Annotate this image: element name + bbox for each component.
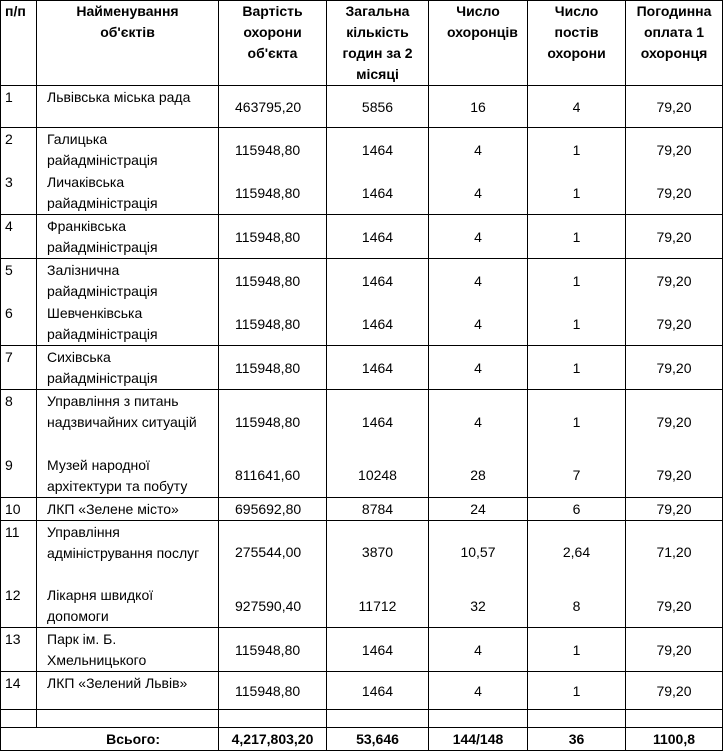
guards-value: 32 — [429, 584, 528, 628]
cost-value: 115948,80 — [219, 628, 327, 672]
object-name: Франківська райадміністрація — [37, 215, 219, 259]
spacer-cell — [1, 710, 37, 728]
row-number: 6 — [1, 302, 37, 346]
guards-value: 4 — [429, 672, 528, 710]
header-posts: Число постів охорони — [528, 1, 626, 86]
guards-value: 10,57 — [429, 520, 528, 584]
hours-value: 1464 — [327, 171, 429, 215]
hours-value: 1464 — [327, 390, 429, 454]
rate-value: 79,20 — [626, 346, 723, 390]
object-name: Залізнична райадміністрація — [37, 259, 219, 303]
total-rate: 1100,8 — [626, 728, 723, 751]
guards-value: 4 — [429, 302, 528, 346]
hours-value: 10248 — [327, 454, 429, 498]
guards-value: 4 — [429, 628, 528, 672]
table-row — [1, 520, 723, 584]
header-cost: Вартість охорони об'єкта — [219, 1, 327, 86]
posts-value: 1 — [528, 259, 626, 303]
rate-value: 79,20 — [626, 302, 723, 346]
object-name: Музей народної архітектури та побуту — [37, 454, 219, 498]
row-number: 2 — [1, 128, 37, 172]
row-number: 5 — [1, 259, 37, 303]
rate-value: 71,20 — [626, 520, 723, 584]
cost-value: 115948,80 — [219, 390, 327, 454]
object-name: Сихівська райадміністрація — [37, 346, 219, 390]
total-guards: 144/148 — [429, 728, 528, 751]
table-row — [1, 86, 723, 128]
cost-value: 695692,80 — [219, 497, 327, 520]
table-row — [1, 390, 723, 454]
object-name: Галицька райадміністрація — [37, 128, 219, 172]
table-row — [1, 454, 723, 498]
guards-value: 16 — [429, 86, 528, 128]
posts-value: 1 — [528, 171, 626, 215]
rate-value: 79,20 — [626, 171, 723, 215]
header-hours: Загальна кількість годин за 2 місяці — [327, 1, 429, 86]
hours-value: 3870 — [327, 520, 429, 584]
guards-value: 4 — [429, 171, 528, 215]
spacer-cell — [327, 710, 429, 728]
row-number: 13 — [1, 628, 37, 672]
guards-value: 24 — [429, 497, 528, 520]
header-rate: Погодинна оплата 1 охоронця — [626, 1, 723, 86]
rate-value: 79,20 — [626, 672, 723, 710]
rate-value: 79,20 — [626, 497, 723, 520]
spacer-cell — [37, 710, 219, 728]
row-number: 8 — [1, 390, 37, 454]
table-row — [1, 259, 723, 303]
posts-value: 1 — [528, 346, 626, 390]
row-number: 1 — [1, 86, 37, 128]
table-row — [1, 497, 723, 520]
guards-value: 4 — [429, 390, 528, 454]
posts-value: 1 — [528, 672, 626, 710]
spacer-cell — [219, 710, 327, 728]
row-number: 7 — [1, 346, 37, 390]
object-name: ЛКП «Зелений Львів» — [37, 672, 219, 710]
row-number: 14 — [1, 672, 37, 710]
guards-value: 4 — [429, 346, 528, 390]
hours-value: 8784 — [327, 497, 429, 520]
total-row — [1, 728, 723, 751]
table-row — [1, 584, 723, 628]
cost-value: 115948,80 — [219, 346, 327, 390]
hours-value: 1464 — [327, 346, 429, 390]
rate-value: 79,20 — [626, 128, 723, 172]
cost-value: 927590,40 — [219, 584, 327, 628]
posts-value: 6 — [528, 497, 626, 520]
header-name: Найменування об'єктів — [37, 1, 219, 86]
posts-value: 1 — [528, 628, 626, 672]
spacer-cell — [429, 710, 528, 728]
hours-value: 5856 — [327, 86, 429, 128]
table-row — [1, 672, 723, 710]
posts-value: 1 — [528, 390, 626, 454]
hours-value: 1464 — [327, 302, 429, 346]
object-name: Львівська міська рада — [37, 86, 219, 128]
object-name: Управління адміністрування послуг — [37, 520, 219, 584]
row-number: 4 — [1, 215, 37, 259]
rate-value: 79,20 — [626, 86, 723, 128]
posts-value: 1 — [528, 215, 626, 259]
table-row — [1, 346, 723, 390]
hours-value: 11712 — [327, 584, 429, 628]
header-guards: Число охоронців — [429, 1, 528, 86]
object-name: Парк ім. Б. Хмельницького — [37, 628, 219, 672]
table-row — [1, 215, 723, 259]
table-body — [1, 86, 723, 751]
cost-value: 811641,60 — [219, 454, 327, 498]
header-row — [1, 1, 723, 86]
total-cost: 4,217,803,20 — [219, 728, 327, 751]
object-name: Личаківська райадміністрація — [37, 171, 219, 215]
hours-value: 1464 — [327, 628, 429, 672]
cost-value: 115948,80 — [219, 171, 327, 215]
guards-value: 4 — [429, 259, 528, 303]
guards-value: 4 — [429, 128, 528, 172]
header-num: п/п — [1, 1, 37, 86]
cost-value: 115948,80 — [219, 259, 327, 303]
spacer-row — [1, 710, 723, 728]
hours-value: 1464 — [327, 128, 429, 172]
rate-value: 79,20 — [626, 628, 723, 672]
object-name: Шевченківська райадміністрація — [37, 302, 219, 346]
posts-value: 8 — [528, 584, 626, 628]
posts-value: 4 — [528, 86, 626, 128]
table-row — [1, 128, 723, 172]
guards-value: 4 — [429, 215, 528, 259]
rate-value: 79,20 — [626, 215, 723, 259]
posts-value: 1 — [528, 128, 626, 172]
total-posts: 36 — [528, 728, 626, 751]
row-number: 11 — [1, 520, 37, 584]
row-number: 3 — [1, 171, 37, 215]
object-name: Лікарня швидкої допомоги — [37, 584, 219, 628]
table-row — [1, 171, 723, 215]
cost-value: 115948,80 — [219, 302, 327, 346]
cost-value: 115948,80 — [219, 128, 327, 172]
total-hours: 53,646 — [327, 728, 429, 751]
spacer-cell — [626, 710, 723, 728]
cost-value: 115948,80 — [219, 672, 327, 710]
hours-value: 1464 — [327, 672, 429, 710]
spacer-cell — [528, 710, 626, 728]
cost-value: 463795,20 — [219, 86, 327, 128]
row-number: 9 — [1, 454, 37, 498]
rate-value: 79,20 — [626, 259, 723, 303]
cost-value: 275544,00 — [219, 520, 327, 584]
table-row — [1, 628, 723, 672]
cost-value: 115948,80 — [219, 215, 327, 259]
row-number: 12 — [1, 584, 37, 628]
posts-value: 2,64 — [528, 520, 626, 584]
table-row — [1, 302, 723, 346]
hours-value: 1464 — [327, 259, 429, 303]
row-number: 10 — [1, 497, 37, 520]
guards-value: 28 — [429, 454, 528, 498]
rate-value: 79,20 — [626, 584, 723, 628]
total-label: Всього: — [1, 728, 219, 751]
object-name: ЛКП «Зелене місто» — [37, 497, 219, 520]
posts-value: 1 — [528, 302, 626, 346]
hours-value: 1464 — [327, 215, 429, 259]
rate-value: 79,20 — [626, 454, 723, 498]
rate-value: 79,20 — [626, 390, 723, 454]
posts-value: 7 — [528, 454, 626, 498]
object-name: Управління з питань надзвичайних ситуацій — [37, 390, 219, 454]
